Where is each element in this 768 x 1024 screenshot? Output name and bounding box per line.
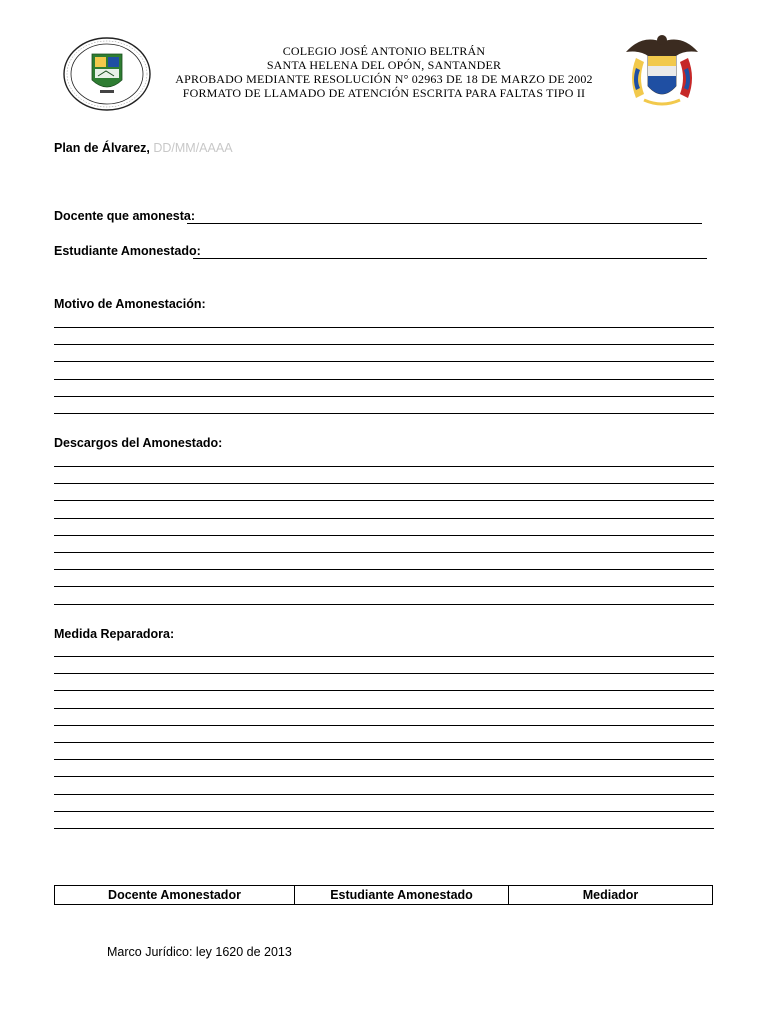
- writing-line[interactable]: [54, 794, 714, 795]
- approval-resolution: APROBADO MEDIANTE RESOLUCIÓN N° 02963 DE 18 DE MARZO DE 2002: [175, 72, 593, 86]
- writing-line[interactable]: [54, 690, 714, 691]
- writing-line[interactable]: [54, 759, 714, 760]
- writing-line[interactable]: [54, 500, 714, 501]
- writing-line[interactable]: [54, 361, 714, 362]
- writing-line[interactable]: [54, 466, 714, 467]
- writing-line[interactable]: [54, 379, 714, 380]
- writing-line[interactable]: [54, 396, 714, 397]
- writing-line[interactable]: [54, 413, 714, 414]
- section-title-remedy: Medida Reparadora:: [54, 627, 175, 641]
- writing-line[interactable]: [54, 518, 714, 519]
- writing-line[interactable]: [54, 776, 714, 777]
- writing-line[interactable]: [54, 673, 714, 674]
- teacher-name-field[interactable]: [187, 223, 702, 224]
- document-header: [150, 44, 618, 100]
- student-name-field[interactable]: [193, 258, 707, 259]
- writing-line[interactable]: [54, 604, 714, 605]
- signature-column-mediator: Mediador: [508, 886, 712, 904]
- place-label: Plan de Álvarez,: [54, 141, 150, 155]
- writing-line[interactable]: [54, 742, 714, 743]
- signature-column-teacher: Docente Amonestador: [108, 888, 241, 902]
- school-crest-icon: [62, 36, 152, 112]
- legal-framework: Marco Jurídico: ley 1620 de 2013: [107, 945, 292, 959]
- student-label: Estudiante Amonestado:: [54, 244, 201, 258]
- coat-of-arms: [622, 28, 702, 112]
- writing-line[interactable]: [54, 708, 714, 709]
- place-date-line: [54, 141, 233, 155]
- colombia-coat-of-arms-icon: [622, 28, 702, 112]
- writing-line[interactable]: [54, 344, 714, 345]
- writing-line[interactable]: [54, 569, 714, 570]
- school-name: COLEGIO JOSÉ ANTONIO BELTRÁN: [282, 44, 486, 58]
- writing-line[interactable]: [54, 811, 714, 812]
- school-location: SANTA HELENA DEL OPÓN, SANTANDER: [266, 58, 502, 72]
- section-title-reason: Motivo de Amonestación:: [54, 297, 206, 311]
- section-title-defense: Descargos del Amonestado:: [54, 436, 223, 450]
- writing-line[interactable]: [54, 725, 714, 726]
- writing-line[interactable]: [54, 327, 714, 328]
- form-title: FORMATO DE LLAMADO DE ATENCIÓN ESCRITA PARA FALTAS TIPO II: [182, 86, 586, 100]
- signature-column-student: Estudiante Amonestado: [294, 886, 508, 904]
- writing-line[interactable]: [54, 828, 714, 829]
- writing-line[interactable]: [54, 586, 714, 587]
- writing-line[interactable]: [54, 535, 714, 536]
- teacher-label: Docente que amonesta:: [54, 209, 196, 223]
- signature-table: [54, 885, 713, 905]
- writing-line[interactable]: [54, 552, 714, 553]
- school-logo: [62, 36, 152, 112]
- date-placeholder[interactable]: DD/MM/AAAA: [153, 141, 233, 155]
- writing-line[interactable]: [54, 483, 714, 484]
- writing-line[interactable]: [54, 656, 714, 657]
